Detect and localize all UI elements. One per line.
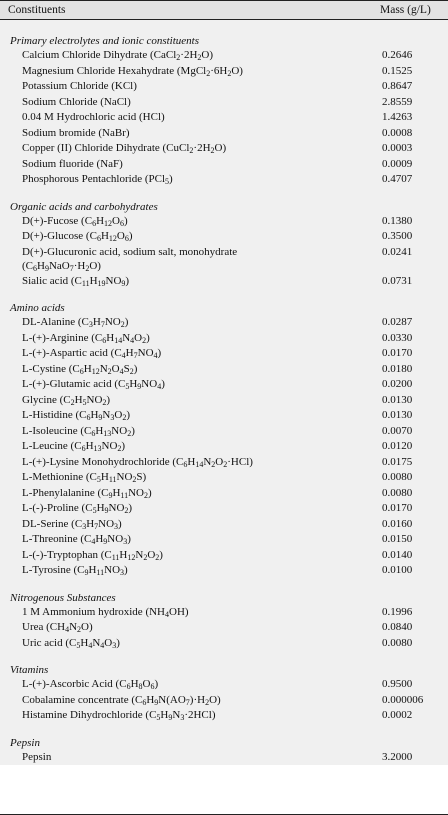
constituent-name: L-(-)-Proline $(C_5H_9NO_2)$ (22, 502, 133, 515)
constituent-mass: 1.4263 (382, 111, 413, 123)
table-row (0, 315, 448, 331)
constituent-mass: 0.0731 (382, 274, 413, 287)
table-row (0, 214, 448, 230)
section-title: Primary electrolytes and ionic constituents (10, 35, 199, 47)
constituent-name: Sodium bromide (NaBr) (22, 126, 130, 139)
constituent-name: Calcium Chloride Dihydrate $(CaCl_2\cdot 2H_2O)$ (22, 49, 213, 62)
constituent-mass: 0.4707 (382, 173, 413, 185)
constituent-mass: 0.0150 (382, 533, 413, 545)
constituent-name: Magnesium Chloride Hexahydrate $(MgCl_2\cdot 6H_2O)$ (22, 64, 243, 78)
table-row (0, 157, 448, 173)
table-row (0, 424, 448, 440)
section-spacer (0, 289, 448, 301)
table-row (0, 393, 448, 409)
section-title: Amino acids (10, 302, 65, 314)
constituent-name: Sodium fluoride (NaF) (22, 157, 123, 170)
constituent-name: Phosphorous Pentachloride (PCl$_5$) (22, 173, 173, 186)
section-spacer (0, 20, 448, 34)
section (0, 591, 448, 652)
constituent-name: D(+)-Fucose $(C_6H_{12}O_6)$ (22, 214, 128, 228)
constituent-mass: 0.0008 (382, 126, 413, 139)
table-row (0, 677, 448, 693)
section-spacer (0, 651, 448, 663)
constituent-name: Pepsin (22, 750, 52, 763)
constituent-mass: 0.0003 (382, 142, 413, 154)
constituent-mass: 0.0002 (382, 709, 413, 721)
constituent-mass: 0.1996 (382, 605, 413, 618)
table-row (0, 48, 448, 64)
section-spacer (0, 724, 448, 736)
constituent-mass: 3.2000 (382, 750, 413, 763)
constituent-mass: 0.0200 (382, 378, 413, 390)
constituent-name: L-Leucine $(C_6H_{13}NO_2)$ (22, 440, 126, 453)
constituent-name: L-(+)-Lysine Monohydrochloride $(C_6H_{14}N_2O_2\cdot HCl)$ (22, 455, 253, 469)
constituent-mass: 0.0840 (382, 621, 413, 633)
table-row (0, 79, 448, 95)
table-row (0, 605, 448, 621)
constituent-name: L-Phenylalanine $(C_9H_{11}NO_2)$ (22, 486, 152, 500)
constituent-mass: 0.0130 (382, 393, 413, 406)
table-row (0, 517, 448, 533)
constituent-name: Sialic acid $(C_{11}H_{19}NO_9)$ (22, 274, 130, 288)
constituent-mass: 0.0175 (382, 455, 413, 468)
constituent-mass: 0.0330 (382, 331, 413, 344)
section (0, 200, 448, 290)
constituent-mass: 0.8647 (382, 80, 413, 92)
constituent-mass: 0.1380 (382, 214, 413, 227)
table-row (0, 750, 448, 766)
table-row (0, 172, 448, 188)
table-row (0, 455, 448, 471)
table-row (0, 636, 448, 652)
constituent-mass: 0.2646 (382, 49, 413, 61)
table-row (0, 126, 448, 142)
table-row (0, 377, 448, 393)
table-row (0, 693, 448, 709)
constituent-name: Histamine Dihydrochloride $(C_5H_9N_3\cdot 2HCl)$ (22, 709, 216, 722)
constituent-name: 0.04 M Hydrochloric acid (HCl) (22, 111, 165, 123)
constituent-name: L-Threonine $(C_4H_9NO_3)$ (22, 533, 131, 546)
constituent-name: Cobalamine concentrate $(C_6H_9N(AO_7)\cdot H_2O)$ (22, 693, 221, 707)
constituent-mass: 0.1525 (382, 64, 413, 77)
constituent-mass: 0.0130 (382, 409, 413, 421)
constituent-name: L-(+)-Ascorbic Acid $(C_6H_8O_6)$ (22, 678, 159, 691)
constituent-name: Sodium Chloride (NaCl) (22, 95, 131, 108)
table-row (0, 501, 448, 517)
constituent-mass: 0.0170 (382, 347, 413, 359)
constituent-mass: 0.0080 (382, 486, 413, 499)
section (0, 736, 448, 766)
constituent-mass: 0.3500 (382, 230, 413, 242)
section-title: Nitrogenous Substances (10, 591, 116, 604)
constituent-name: L-(+)-Aspartic acid $(C_4H_7NO_4)$ (22, 347, 162, 360)
table-header (0, 0, 448, 20)
table-body (0, 20, 448, 765)
constituent-mass: 0.0140 (382, 548, 413, 561)
constituent-mass: 0.0070 (382, 424, 413, 437)
header-constituents: Constituents (8, 4, 66, 16)
constituent-name: Potassium Chloride (KCl) (22, 80, 137, 92)
constituent-name: L-(+)-Arginine $(C_6H_{14}N_4O_2)$ (22, 331, 150, 345)
constituent-mass: 0.0100 (382, 564, 413, 576)
constituent-name: L-Histidine $(C_6H_9N_3O_2)$ (22, 409, 130, 422)
table-row (0, 362, 448, 378)
constituent-name: L-Cystine $(C_6H_{12}N_2O_4S_2)$ (22, 362, 138, 376)
section-title: Vitamins (10, 664, 49, 676)
constituent-mass: 0.0160 (382, 517, 413, 530)
constituent-mass: 0.9500 (382, 678, 413, 690)
table-row (0, 408, 448, 424)
table-row (0, 548, 448, 564)
constituent-name: Uric acid $(C_5H_4N_4O_3)$ (22, 636, 120, 650)
constituent-mass: 0.0170 (382, 502, 413, 514)
constituent-mass: 0.0287 (382, 316, 413, 328)
constituent-mass: 0.0009 (382, 157, 413, 170)
section-title: Pepsin (10, 736, 40, 749)
header-mass: Mass (g/L) (380, 4, 431, 16)
constituent-name: 1 M Ammonium hydroxide $(NH_4OH)$ (22, 605, 189, 619)
constituent-name: Glycine $(C_2H_5NO_2)$ (22, 393, 111, 407)
table-row (0, 110, 448, 126)
table-row (0, 708, 448, 724)
constituent-mass: 0.0080 (382, 471, 413, 483)
constituent-mass: 0.0241 (382, 245, 413, 258)
constituent-name: L-Tyrosine $(C_9H_{11}NO_3)$ (22, 564, 128, 577)
table-row (0, 331, 448, 347)
constituent-mass: 0.000006 (382, 693, 424, 706)
constituent-mass: 0.0080 (382, 636, 413, 649)
table-row (0, 532, 448, 548)
constituent-mass: 0.0180 (382, 362, 413, 375)
constituent-name: Copper (II) Chloride Dihydrate $(CuCl_2\cdot 2H_2O)$ (22, 142, 227, 155)
constituent-name: D(+)-Glucose $(C_6H_{12}O_6)$ (22, 230, 133, 243)
table-row (0, 229, 448, 245)
table-row (0, 346, 448, 362)
table-row (0, 245, 448, 274)
table-row (0, 563, 448, 579)
section (0, 301, 448, 579)
table-row (0, 141, 448, 157)
constituent-name: L-Isoleucine $(C_6H_{13}NO_2)$ (22, 424, 135, 438)
section (0, 34, 448, 188)
constituent-mass: 0.0120 (382, 440, 413, 452)
constituent-name: DL-Serine $(C_3H_7NO_3)$ (22, 517, 122, 531)
constituent-mass: 2.8559 (382, 95, 413, 108)
constituent-name: L-(+)-Glutamic acid $(C_5H_9NO_4)$ (22, 378, 165, 391)
constituent-name: L-Methionine $(C_5H_{11}NO_2S)$ (22, 471, 147, 484)
section (0, 663, 448, 724)
table-row (0, 64, 448, 80)
table-row (0, 620, 448, 636)
constituent-name: DL-Alanine $(C_3H_7NO_2)$ (22, 316, 129, 329)
section-title: Organic acids and carbohydrates (10, 200, 158, 213)
section-spacer (0, 579, 448, 591)
table-row (0, 486, 448, 502)
section-spacer (0, 188, 448, 200)
table-row (0, 274, 448, 290)
table-row (0, 95, 448, 111)
constituent-name: Urea $(CH_4N_2O)$ (22, 621, 93, 634)
table-row (0, 470, 448, 486)
constituent-name: D(+)-Glucuronic acid, sodium salt, monohydrate $(C_6H_9NaO_7\cdot H_2O)$ (22, 245, 238, 273)
constituent-name: L-(-)-Tryptophan $(C_{11}H_{12}N_2O_2)$ (22, 548, 163, 562)
table-row (0, 439, 448, 455)
